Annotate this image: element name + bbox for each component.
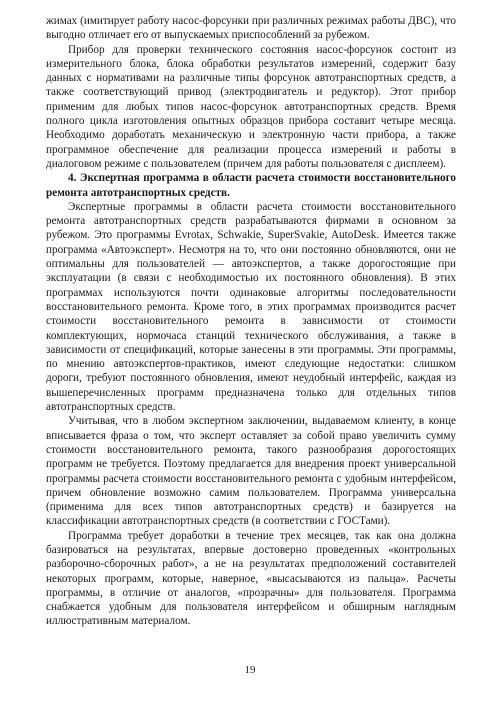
paragraph-device-description: Прибор для проверки технического состояния насос-форсунок состоит из измерительного блока, блока обработки результатов измерений, содержит базу данных с нормативами на различные типы форсунок автотранспортных средств, а также соответствующий привод (электродвигатель и редуктор). Этот прибор применим для любых типов насос-форсунок автотранспортных средств. Время полного цикла изготовления опытных образцов прибора составит четыре месяца. Необходимо доработать механическую и электронную части прибора, а также программное обеспечение для реализации процесса измерений и работы в диалоговом режиме с пользователем (причем для работы пользователя с дисплеем). — [46, 43, 456, 170]
section-heading: 4. Экспертная программа в области расчета стоимости восстановительного ремонта автотранспортных средств. — [46, 172, 456, 199]
page-body — [46, 14, 456, 629]
paragraph-universal-program: Учитывая, что в любом экспертном заключении, выдаваемом клиенту, в конце вписывается фраза о том, что эксперт оставляет за собой право увеличить сумму стоимости восстановительного ремонта, такого разнообразия дорогостоящих программ не требуется. Поэтому предлагается для внедрения проект универсальной программы расчета стоимости восстановительного ремонта с удобным интерфейсом, причем обновление возможно самим пользователем. Программа универсальна (применима для всех типов автотранспортных средств) и базируется на классификации автотранспортных средств (в соответствии с ГОСТами). — [46, 415, 456, 528]
paragraph-program-development: Программа требует доработки в течение трех месяцев, так как она должна базироваться на результатах, впервые достоверно проведенных «контрольных разборочно-сборочных работ», а не на результатах предположений составителей некоторых программ, которые, наверное, «высасываются из пальца». Расчеты программы, в отличие от аналогов, «прозрачны» для пользователя. Программа снабжается удобным для пользователя интерфейсом и обширным наглядным иллюстративным материалом. — [46, 529, 456, 628]
paragraph-expert-programs: Экспертные программы в области расчета стоимости восстановительного ремонта автотранспортных средств разрабатываются фирмами в основном за рубежом. Это программы Evrotax, Schwakie, SuperSvakie, AutoDesk. Имеется также программа «Автоэксперт». Несмотря на то, что они постоянно обновляются, они не оптимальны для пользователей — автоэкспертов, а также дорогостоящие при эксплуатации (в связи с необходимостью их постоянного обновления). В этих программах используются почти одинаковые алгоритмы последовательности восстановительного ремонта. Кроме того, в этих программах производится расчет стоимости восстановительного ремонта в зависимости от стоимости комплектующих, нормочаса станций технического обслуживания, а также в зависимости от спецификаций, которые занесены в эти программы. Эти программы, по мнению автоэкспертов-практиков, имеют следующие недостатки: слишком дороги, требуют постоянного обновления, имеют неудобный интерфейс, каждая из вышеперечисленных программ предназначена только для отдельных типов автотранспортных средств. — [46, 200, 456, 414]
page-number: 19 — [244, 664, 256, 676]
paragraph-continuation: жимах (имитирует работу насос-форсунки при различных режимах работы ДВС), что выгодно отличает его от выпускаемых приспособлений за рубежом. — [46, 15, 456, 42]
